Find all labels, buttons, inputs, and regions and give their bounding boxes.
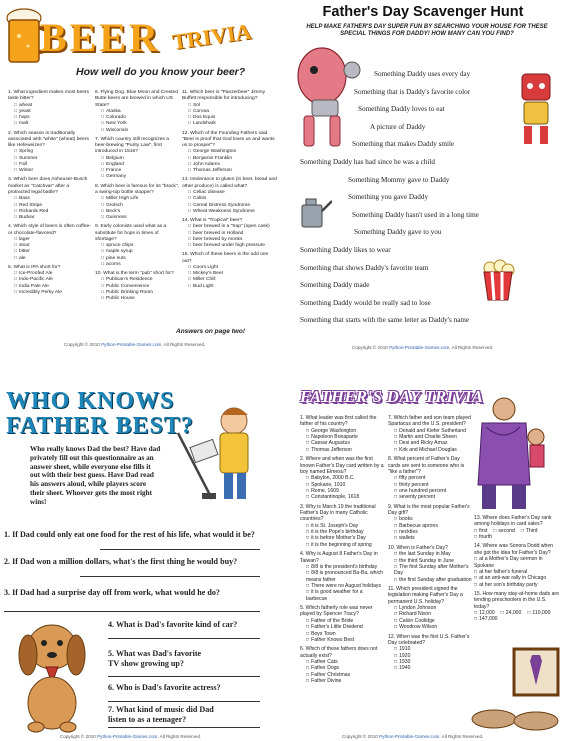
answer-checkbox-option[interactable]: □ wheat — [8, 103, 92, 109]
question-text: 7. Which country still recognizes a beer-brewing "Purity Law", first introduced in 1516? — [95, 136, 169, 155]
question-2: 2. If Dad won a million dollars, what's the first thing he would buy? — [4, 557, 238, 566]
question-block — [388, 634, 472, 672]
question-text: 14. Where was Sonora Dodd when she got the idea for Father's Day? — [474, 543, 553, 556]
answer-checkbox-option[interactable]: □ malt — [8, 121, 92, 127]
small-robot-illustration — [514, 70, 560, 146]
title-line-1: WHO KNOWS — [6, 388, 175, 414]
answer-checkbox-option[interactable]: □ Coors Light — [182, 265, 278, 271]
scavenger-hunt-page — [282, 0, 564, 353]
answer-checkbox-option[interactable]: □ maple syrup — [95, 249, 179, 255]
answer-checkbox-option[interactable]: □ Public Drinking Room — [95, 290, 179, 296]
answer-checkbox-option[interactable]: □ Father Dogs — [300, 665, 384, 671]
question-text: 10. What is the term "pub" short for? — [95, 271, 174, 277]
answer-checkbox-option[interactable]: □ spruce chips — [95, 243, 179, 249]
question-5: 5. What was Dad's favorite TV show growing up? — [108, 649, 202, 668]
answer-checkbox-option[interactable]: □ Cereal Distress Syndrome — [182, 203, 278, 209]
question-text: 8. Which beer is famous for its "brack", a swing-top bottle stopper? — [95, 183, 179, 195]
answer-checkbox-option[interactable]: □ beer brewed in Holland — [182, 231, 278, 237]
answer-checkbox-option[interactable]: □ Public House — [95, 296, 179, 302]
answer-checkbox-option[interactable]: □ hops — [8, 115, 92, 121]
question-text: 6. Flying Dog, Blue Moon and Crested Butte beers are brewed in which US State? — [95, 90, 178, 108]
question-block — [95, 184, 179, 222]
question-text: 10. When is Father's Day? — [388, 544, 448, 551]
answer-checkbox-option[interactable]: □ the third Sunday in June — [388, 558, 472, 564]
who-knows-father-best-page — [0, 385, 282, 741]
answer-checkbox-option[interactable]: □ Germany — [95, 174, 179, 180]
question-block — [474, 543, 560, 588]
page-title — [6, 389, 194, 439]
answer-checkbox-option[interactable]: □ it is the beginning of spring — [300, 542, 384, 548]
copyright-text: Copyright © 2010 Python-Printable-Games.com. All Rights Reserved. — [352, 345, 494, 350]
answer-checkbox-option[interactable]: □ Woodrow Wilson — [388, 624, 472, 630]
question-text: 11. Which beer is "Panzerbeer" Jimmy Buffett responsible for introducing? — [182, 90, 266, 102]
answer-line-5[interactable] — [108, 676, 260, 677]
question-text: 8. What percent of Father's Day cards are sent to someone who is "like a father"? — [388, 456, 465, 475]
answer-checkbox-option[interactable]: □ John Adams — [182, 162, 278, 168]
scavenger-item: Something Daddy loves to eat — [358, 105, 445, 114]
scavenger-item: Something Daddy uses every day — [374, 70, 471, 78]
answer-checkbox-option[interactable]: □ Bass — [8, 196, 92, 202]
question-text: 11. Which president signed the legislation making Father's Day a permanent U.S. holiday? — [388, 585, 463, 605]
question-1: 1. If Dad could only eat one food for the rest of his life, what would it be? — [4, 530, 255, 539]
answer-checkbox-option[interactable]: □ Napoleon Bonaparte — [300, 434, 384, 440]
scavenger-item: Something Daddy would be really sad to lose — [300, 298, 431, 307]
answer-checkbox-option[interactable]: □ at an anti-war rally in Chicago — [474, 575, 546, 581]
answer-checkbox-option[interactable]: □ 147,000 — [474, 616, 498, 622]
answer-checkbox-option[interactable]: □ Miller Chill — [182, 277, 278, 283]
copyright-link[interactable]: Python-Printable-Games.com — [379, 734, 440, 739]
answer-checkbox-option[interactable]: □ Guinness — [95, 215, 179, 221]
question-text: 13. Intolerance to gluten (in beer, bread and other produce) is called what? — [182, 177, 277, 189]
answer-checkbox-option[interactable]: □ Colitis — [182, 196, 278, 202]
question-text: 3. Why is March 19 the traditional Father's Day in many Catholic countries? — [300, 503, 376, 523]
answer-line-6[interactable] — [108, 701, 260, 702]
answer-checkbox-option[interactable]: □ Thomas Jefferson — [182, 168, 278, 174]
answer-checkbox-option[interactable]: □ it is St. Joseph's Day — [300, 523, 384, 529]
question-block — [182, 90, 278, 128]
question-text: 1. What ingredient makes most beers taste bitter? — [8, 90, 90, 102]
question-block — [300, 456, 384, 501]
answer-checkbox-option[interactable]: □ Father Cats — [300, 659, 384, 665]
question-text: 14. What is "Tropical" beer? — [182, 218, 243, 224]
question-text: 12. When was the first U.S. Father's Day celebrated? — [388, 633, 470, 646]
question-block — [8, 90, 92, 128]
question-text: 15. How many stay-at-home dads are tending preschoolers in the U.S. today? — [474, 590, 559, 610]
question-block — [300, 415, 384, 453]
answer-checkbox-option[interactable]: □ beer brewed in a "trap" (open cask) — [182, 224, 278, 230]
answer-checkbox-option[interactable]: □ Alaska — [95, 109, 179, 115]
answer-checkbox-option[interactable]: □ it is before Mother's Day — [300, 535, 384, 541]
answer-checkbox-option[interactable]: □ Father's Little Dividend — [300, 624, 384, 630]
beer-subtitle: How well do you know your beer? — [76, 66, 246, 78]
question-4: 4. What is Dad's favorite kind of car? — [108, 620, 238, 629]
question-block — [300, 646, 384, 684]
answer-line-4[interactable] — [108, 638, 260, 639]
answer-checkbox-option[interactable]: □ New York — [95, 121, 179, 127]
child-golfer-illustration — [172, 403, 272, 509]
answer-checkbox-option[interactable]: □ ale — [8, 256, 92, 262]
scavenger-item: Something that starts with the same letter as Daddy's name — [300, 316, 470, 325]
answer-checkbox-option[interactable]: □ Father of the Bride — [300, 618, 384, 624]
answer-checkbox-option[interactable]: □ The first Sunday after Mother's Day — [388, 564, 472, 577]
answer-checkbox-option[interactable]: □ bitter — [8, 249, 92, 255]
beer-question-column-1 — [8, 90, 92, 299]
scavenger-item: Something you gave Daddy — [348, 193, 429, 202]
question-block — [300, 504, 384, 549]
question-block — [8, 131, 92, 175]
answer-checkbox-option[interactable]: □ 110,000 — [527, 610, 550, 616]
answer-checkbox-option[interactable]: □ beer brewed by monks — [182, 237, 278, 243]
answer-checkbox-option[interactable]: □ Babylon, 2000 B.C. — [300, 475, 384, 481]
answer-checkbox-option[interactable]: □ 1930 — [388, 659, 472, 665]
answer-checkbox-option[interactable]: □ Red Stripe — [8, 203, 92, 209]
answer-line-2[interactable] — [80, 576, 260, 577]
answer-checkbox-option[interactable]: □ 1920 — [388, 653, 472, 659]
answer-checkbox-option[interactable]: □ 8/8 is pronounced Ba-Ba, which means father — [300, 570, 384, 583]
answer-checkbox-option[interactable]: □ second — [493, 528, 515, 534]
question-block — [388, 545, 472, 583]
answer-checkbox-option[interactable]: □ 12,000 — [474, 610, 495, 616]
question-text: 9. What is the most popular Father's Day gift? — [388, 503, 470, 517]
answer-checkbox-option[interactable]: □ Desi and Ricky Arnaz — [388, 440, 472, 446]
question-text: 4. Why is August 8 Father's Day in Taiwan? — [300, 551, 378, 564]
answer-checkbox-option[interactable]: □ at her father's funeral — [474, 569, 527, 575]
answer-checkbox-option[interactable]: □ stout — [8, 243, 92, 249]
question-text: 15. Which of these beers is the odd one out? — [182, 252, 269, 264]
scavenger-item: Something that is Daddy's favorite color — [354, 87, 471, 96]
answer-checkbox-option[interactable]: □ 24,000 — [501, 610, 522, 616]
scavenger-item: Something that shows Daddy's favorite team — [300, 263, 429, 272]
answer-checkbox-option[interactable]: □ Wisconsin — [95, 128, 179, 134]
question-text: 9. Early colonists used what as a substitute for hops in times of shortage? — [95, 224, 167, 242]
answer-checkbox-option[interactable]: □ Dos Equis — [182, 115, 278, 121]
question-block — [182, 218, 278, 249]
answer-checkbox-option[interactable]: □ Third — [521, 528, 538, 534]
answer-checkbox-option[interactable]: □ England — [95, 162, 179, 168]
tie-frame-illustration — [512, 647, 560, 697]
question-7: 7. What kind of music did Dad listen to as a teenager? — [108, 705, 214, 724]
answer-checkbox-option[interactable]: □ wallets — [388, 535, 472, 541]
title-line-2: FATHER BEST? — [6, 413, 194, 440]
question-text: 6. Which of these fathers does not actually exist? — [300, 646, 378, 659]
answer-checkbox-option[interactable]: □ Father Christmas — [300, 672, 384, 678]
answer-checkbox-option[interactable]: □ Father Knows Best — [300, 637, 384, 643]
question-text: 2. Which season is traditionally associated with "white" (wheat) beers like Hefeweizen? — [8, 130, 89, 149]
answer-checkbox-option[interactable]: □ fifty percent — [388, 475, 472, 481]
answer-checkbox-option[interactable]: □ seventy percent — [388, 494, 472, 500]
answer-checkbox-option[interactable]: □ 1940 — [388, 665, 472, 671]
answer-checkbox-option[interactable]: □ Constantinople, 1618 — [300, 494, 384, 500]
answer-checkbox-option[interactable]: □ Celiac disease — [182, 190, 278, 196]
question-text: 5. What is IPA short for? — [8, 264, 61, 270]
question-block — [388, 415, 472, 453]
answer-checkbox-option[interactable]: □ it is good weather for a barbecue — [300, 589, 384, 602]
answer-checkbox-option[interactable]: □ Mickey's Beer — [182, 271, 278, 277]
answer-checkbox-option[interactable]: □ Ice-Proofed Ale — [8, 271, 92, 277]
answer-checkbox-option[interactable]: □ George Washington — [182, 149, 278, 155]
answer-checkbox-option[interactable]: □ Barbecue aprons — [388, 523, 472, 529]
answer-checkbox-option[interactable]: □ first — [474, 528, 487, 534]
answer-checkbox-option[interactable]: □ yeast — [8, 109, 92, 115]
answer-checkbox-option[interactable]: □ Donald and Kiefer Sutherland — [388, 428, 472, 434]
answer-line-7[interactable] — [108, 727, 260, 728]
answer-checkbox-option[interactable]: □ Sol — [182, 103, 278, 109]
answer-checkbox-option[interactable]: □ Wheat Weakness Syndrome — [182, 209, 278, 215]
oil-can-icon — [298, 193, 332, 229]
answer-checkbox-option[interactable]: □ Bud Light — [182, 284, 278, 290]
answer-checkbox-option[interactable]: □ the first Sunday after graduation — [388, 577, 472, 583]
copyright-link[interactable]: Python-Printable-Games.com — [101, 342, 162, 347]
beer-question-column-2 — [95, 90, 179, 306]
answer-checkbox-option[interactable]: □ Rickards Red — [8, 209, 92, 215]
dog-illustration — [6, 611, 96, 735]
question-text: 7. Which father and son team played Spartacus and the U.S. president? — [388, 415, 471, 428]
beer-trivia-page — [0, 0, 282, 353]
answer-checkbox-option[interactable]: □ books — [388, 516, 472, 522]
answer-checkbox-option[interactable]: □ one hundred percent — [388, 488, 472, 494]
answer-checkbox-option[interactable]: □ Publican's Residence — [95, 277, 179, 283]
answer-checkbox-option[interactable]: □ Thomas Jefferson — [300, 447, 384, 453]
answer-checkbox-option[interactable]: □ Fall — [8, 162, 92, 168]
answer-checkbox-option[interactable]: □ Calvin Coolidge — [388, 618, 472, 624]
question-block — [95, 137, 179, 181]
question-block — [182, 131, 278, 175]
question-block — [182, 177, 278, 215]
question-text: 4. Which style of beers is often coffee- or chocolate-flavored? — [8, 224, 91, 236]
question-3: 3. If Dad had a surprise day off from work, what would he do? — [4, 588, 220, 597]
question-block — [95, 224, 179, 268]
copyright-text: Copyright © 2010 Python-Printable-Games.com. All Rights Reserved. — [64, 342, 206, 347]
answer-checkbox-option[interactable]: □ Beck's — [95, 209, 179, 215]
answer-checkbox-option[interactable]: □ Winter — [8, 168, 92, 174]
page-title: FATHER'S DAY TRIVIA — [300, 387, 484, 406]
answer-checkbox-option[interactable]: □ Colorado — [95, 115, 179, 121]
question-block — [474, 515, 560, 540]
copyright-link[interactable]: Python-Printable-Games.com — [389, 345, 450, 350]
question-block — [8, 265, 92, 296]
answer-checkbox-option[interactable]: □ at her son's birthday party — [474, 582, 538, 588]
scavenger-item: Something Daddy gave to you — [354, 228, 442, 237]
answer-checkbox-option[interactable]: □ lager — [8, 237, 92, 243]
answer-checkbox-option[interactable]: □ Rome, 1609 — [300, 488, 384, 494]
answer-checkbox-option[interactable]: □ Boys Town — [300, 631, 384, 637]
answer-checkbox-option[interactable]: □ There were no August holidays — [300, 583, 384, 589]
answer-checkbox-option[interactable]: □ acorns — [95, 262, 179, 268]
question-text: 3. Which beer does Anheuser-Busch market as "Catchvar" after a protracted legal battle? — [8, 177, 88, 195]
answer-checkbox-option[interactable]: □ Budvar — [8, 215, 92, 221]
answer-checkbox-option[interactable]: □ Indo-Pacific Ale — [8, 277, 92, 283]
answer-checkbox-option[interactable]: □ Miller High Life — [95, 196, 179, 202]
answer-checkbox-option[interactable]: □ Father Divine — [300, 678, 384, 684]
answers-note: Answers on page two! — [176, 328, 245, 335]
answer-checkbox-option[interactable]: □ Caesar Augustus — [300, 440, 384, 446]
fathers-day-trivia-page — [282, 385, 564, 741]
answer-checkbox-option[interactable]: □ France — [95, 168, 179, 174]
question-block — [8, 177, 92, 221]
beer-question-column-3 — [182, 90, 278, 293]
trivia-question-column-1 — [300, 415, 384, 687]
instructions: Who really knows Dad the best? Have dad privately fill out this questionnaire as an answer sheet, while everyone else fills it out with their best guess. Have Dad read his answers aloud, while players score their sheet. Whoever gets the most right wins! — [30, 445, 161, 506]
answer-checkbox-option[interactable]: □ Spring — [8, 149, 92, 155]
answer-checkbox-option[interactable]: □ neckties — [388, 529, 472, 535]
answer-checkbox-option[interactable]: □ Grolsch — [95, 203, 179, 209]
answer-checkbox-option[interactable]: □ the last Sunday in May — [388, 551, 472, 557]
question-block — [388, 586, 472, 631]
answer-checkbox-option[interactable]: □ fourth — [474, 534, 492, 540]
scavenger-item: Something Daddy likes to wear — [300, 246, 391, 254]
scavenger-item: Something Daddy has had since he was a child — [300, 158, 435, 166]
answer-checkbox-option[interactable]: □ Summer — [8, 156, 92, 162]
trivia-script-title: TRIVIA — [170, 18, 253, 55]
answer-checkbox-option[interactable]: □ Lyndon Johnson — [388, 605, 472, 611]
popcorn-box-icon — [478, 258, 518, 302]
scavenger-item: Something that makes Daddy smile — [352, 140, 455, 149]
copyright-link[interactable]: Python-Printable-Games.com — [97, 734, 158, 739]
trivia-question-column-3 — [474, 515, 560, 626]
answer-checkbox-option[interactable]: □ Kirk and Michael Douglas — [388, 447, 472, 453]
answer-checkbox-option[interactable]: □ at a Mother's Day sermon in Spokane — [474, 556, 554, 569]
hunt-intro: HELP MAKE FATHER'S DAY SUPER FUN BY SEARCHING YOUR HOUSE FOR THESE SPECIAL THINGS FOR DADDY! HOW MANY CAN YOU FIND? — [306, 24, 548, 38]
beer-title: BEER — [40, 15, 161, 60]
answer-checkbox-option[interactable]: □ 8/8 is the president's birthday — [300, 564, 384, 570]
robot-illustration — [290, 42, 362, 150]
answer-checkbox-option[interactable]: □ Richard Nixon — [388, 611, 472, 617]
question-text: 13. Where does Father's Day rank among holidays in card sales? — [474, 515, 552, 528]
question-block — [95, 90, 179, 134]
copyright-text: Copyright © 2010 Python-Printable-Games.com. All Rights Reserved. — [60, 734, 202, 739]
answer-checkbox-option[interactable]: □ Landshark — [182, 121, 278, 127]
answer-line-1[interactable] — [100, 549, 260, 550]
question-block — [300, 551, 384, 602]
question-block — [474, 591, 560, 623]
scavenger-item: Something Mommy gave to Daddy — [348, 175, 450, 184]
answer-checkbox-option[interactable]: □ Martin and Charlie Sheen — [388, 434, 472, 440]
scavenger-item: Something Daddy made — [300, 281, 370, 290]
answer-checkbox-option[interactable]: □ thirty percent — [388, 482, 472, 488]
question-block — [182, 252, 278, 290]
copyright-text: Copyright © 2010 Python-Printable-Games.com. All Rights Reserved. — [342, 734, 484, 739]
answer-checkbox-option[interactable]: □ it is the Pope's birthday — [300, 529, 384, 535]
scavenger-item: A picture of Daddy — [370, 122, 426, 131]
question-text: 2. Where and when was the first known Father's Day card written by a boy named Elmesu? — [300, 456, 384, 475]
answer-checkbox-option[interactable]: □ beer brewed under high pressure — [182, 243, 278, 249]
page-title: Father's Day Scavenger Hunt — [322, 4, 524, 20]
answer-checkbox-option[interactable]: □ Public Convenience — [95, 284, 179, 290]
scavenger-item: Something Daddy hasn't used in a long time — [352, 210, 479, 219]
answer-checkbox-option[interactable]: □ India Pale Ale — [8, 284, 92, 290]
question-block — [8, 224, 92, 262]
answer-checkbox-option[interactable]: □ pine nuts — [95, 256, 179, 262]
answer-checkbox-option[interactable]: □ George Washington — [300, 428, 384, 434]
slippers-illustration — [470, 703, 562, 731]
question-block — [95, 271, 179, 302]
question-block — [388, 504, 472, 542]
answer-checkbox-option[interactable]: □ Belgium — [95, 156, 179, 162]
answer-checkbox-option[interactable]: □ Corona — [182, 109, 278, 115]
question-text: 1. What leader was first called the father of his country? — [300, 415, 377, 428]
question-6: 6. Who is Dad's favorite actress? — [108, 683, 221, 692]
answer-checkbox-option[interactable]: □ Spokane, 1910 — [300, 482, 384, 488]
answer-checkbox-option[interactable]: □ Benjamin Franklin — [182, 156, 278, 162]
dad-and-child-illustration — [460, 393, 560, 511]
trivia-question-column-2 — [388, 415, 472, 675]
question-block — [388, 456, 472, 501]
answer-checkbox-option[interactable]: □ 1910 — [388, 646, 472, 652]
question-text: 12. Which of the Founding Fathers said "Beer is proof that God loves us and wants us to prosper"? — [182, 130, 275, 149]
answer-checkbox-option[interactable]: □ Incredibly Perky Ale — [8, 290, 92, 296]
question-text: 5. Which fatherly role was never played by Spencer Tracy? — [300, 605, 373, 618]
question-block — [300, 605, 384, 643]
